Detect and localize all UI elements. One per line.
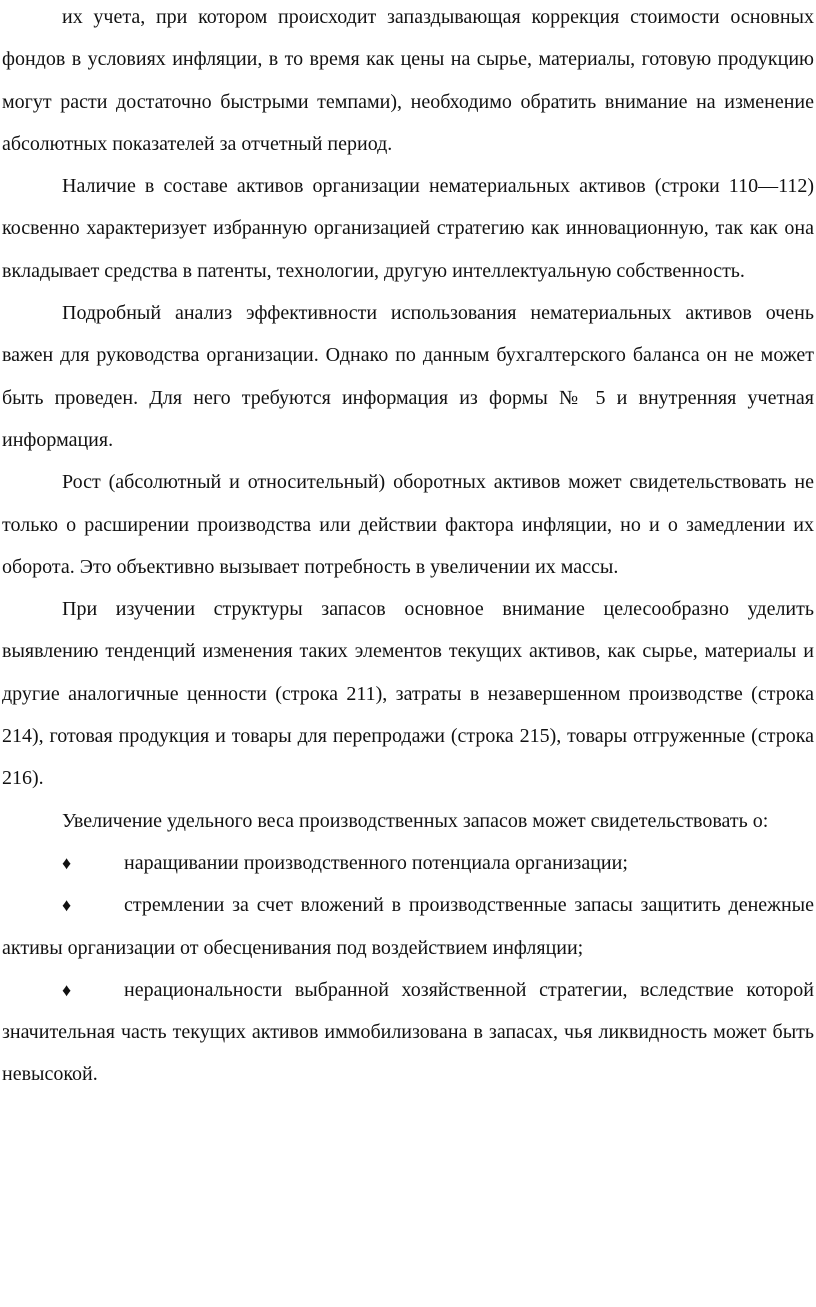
paragraph-inventory-share: Увеличение удельного веса производственных запасов может свидетельствовать о: [62,809,769,832]
paragraph-current-assets-growth: Рост (абсолютный и относительный) оборотных активов может свидетельствовать не только о расширении производства или действии фактора инфляции, но и о замедлении их оборота. Это объективно вызывает потребность в увеличении их массы. [2,471,814,578]
bullet-text: наращивании производственного потенциала организации; [124,851,628,874]
bullet-item [2,969,814,1096]
diamond-bullet-icon: ♦ [62,895,72,916]
paragraph-inflation-correction: их учета, при котором происходит запаздывающая коррекция стоимости основных фондов в условиях инфляции, в то время как цены на сырье, материалы, готовую продукцию могут расти достаточно быстрыми темпами), необходимо обратить внимание на изменение абсолютных показателей за отчетный период. [2,6,814,155]
diamond-bullet-icon: ♦ [62,852,72,873]
bullet-text: нерациональности выбранной хозяйственной стратегии, вследствие которой значительная часть текущих активов иммобилизована в запасах, чья ликвидность может быть невысокой. [2,978,814,1086]
bullet-item [2,884,814,969]
bullet-text: стремлении за счет вложений в производственные запасы защитить денежные активы организации от обесценивания под воздействием инфляции; [2,894,814,959]
paragraph-detailed-analysis: Подробный анализ эффективности использования нематериальных активов очень важен для руководства организации. Однако по данным бухгалтерского баланса он не может быть проведен. Для него требуются информация из формы № 5 и внутренняя учетная информация. [2,302,814,451]
bullet-item [2,842,814,884]
diamond-bullet-icon: ♦ [62,979,72,1000]
paragraph-intangible-assets: Наличие в составе активов организации нематериальных активов (строки 110—112) косвенно характеризует избранную организацией стратегию как инновационную, так как она вкладывает средства в патенты, технологии, другую интеллектуальную собственность. [2,175,814,282]
paragraph-inventory-structure: При изучении структуры запасов основное внимание целесообразно уделить выявлению тенденций изменения таких элементов текущих активов, как сырье, материалы и другие аналогичные ценности (строка 211), затраты в незавершенном производстве (строка 214), готовая продукция и товары для перепродажи (строка 215), товары отгруженные (строка 216). [2,598,814,790]
